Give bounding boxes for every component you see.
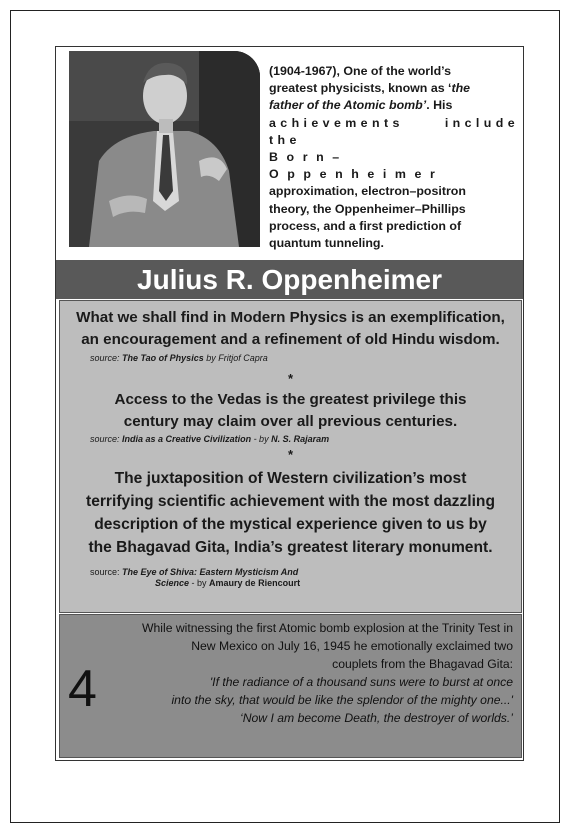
intro-line: quantum tunneling. — [269, 236, 384, 251]
intro-line: theory, the Oppenheimer–Phillips — [269, 201, 466, 216]
separator-star: * — [287, 371, 294, 386]
intro-line: achievements include the — [269, 115, 519, 147]
trinity-line: couplets from the Bhagavad Gita: — [332, 657, 513, 671]
trinity-panel — [59, 614, 522, 758]
portrait-photo — [69, 51, 260, 247]
quote-1: What we shall find in Modern Physics is an exemplification, an encouragement and a refinement of old Hindu wisdom. — [76, 309, 505, 348]
quote-2: Access to the Vedas is the greatest privilege this century may claim over all previous centuries. — [114, 391, 467, 430]
page-number: 4 — [68, 660, 97, 718]
trinity-line: New Mexico on July 16, 1945 he emotionally exclaimed two — [191, 639, 513, 653]
gita-quote-line: into the sky, that would be like the splendor of the mighty one...' — [171, 693, 513, 707]
intro-line: process, and a first prediction of — [269, 218, 462, 233]
gita-quote-line: ‘Now I am become Death, the destroyer of worlds.’ — [240, 711, 513, 725]
quote-3-source: source: The Eye of Shiva: Eastern Mysticism And — [90, 567, 299, 577]
quote-2-source: source: India as a Creative Civilization - by N. S. Rajaram — [90, 434, 330, 444]
intro-line: (1904-1967), One of the world’s — [269, 64, 452, 78]
intro-line: father of the Atomic bomb’. His — [269, 98, 453, 113]
quote-1-source: source: The Tao of Physics by Fritjof Capra — [90, 353, 268, 363]
intro-line: approximation, electron–positron — [269, 184, 466, 199]
gita-quote-line: 'If the radiance of a thousand suns were to burst at once — [209, 675, 513, 689]
quotes-panel — [59, 300, 522, 613]
name-title: Julius R. Oppenheimer — [56, 260, 523, 299]
quote-3: The juxtaposition of Western civilization’s most terrifying scientific achievement with the most dazzling description of the mystical experience given to us by the Bhagavad Gita, India’s greatest literary monument. — [86, 470, 495, 556]
poster-card — [55, 46, 524, 761]
intro-line: Born–Oppenheimer — [269, 150, 444, 182]
intro-line: greatest physicists, known as ‘the — [269, 81, 471, 96]
separator-star: * — [287, 447, 294, 462]
quote-3-source-cont: Science - by Amaury de Riencourt — [155, 578, 301, 588]
intro-text — [269, 63, 519, 252]
trinity-line: While witnessing the first Atomic bomb explosion at the Trinity Test in — [142, 621, 513, 635]
